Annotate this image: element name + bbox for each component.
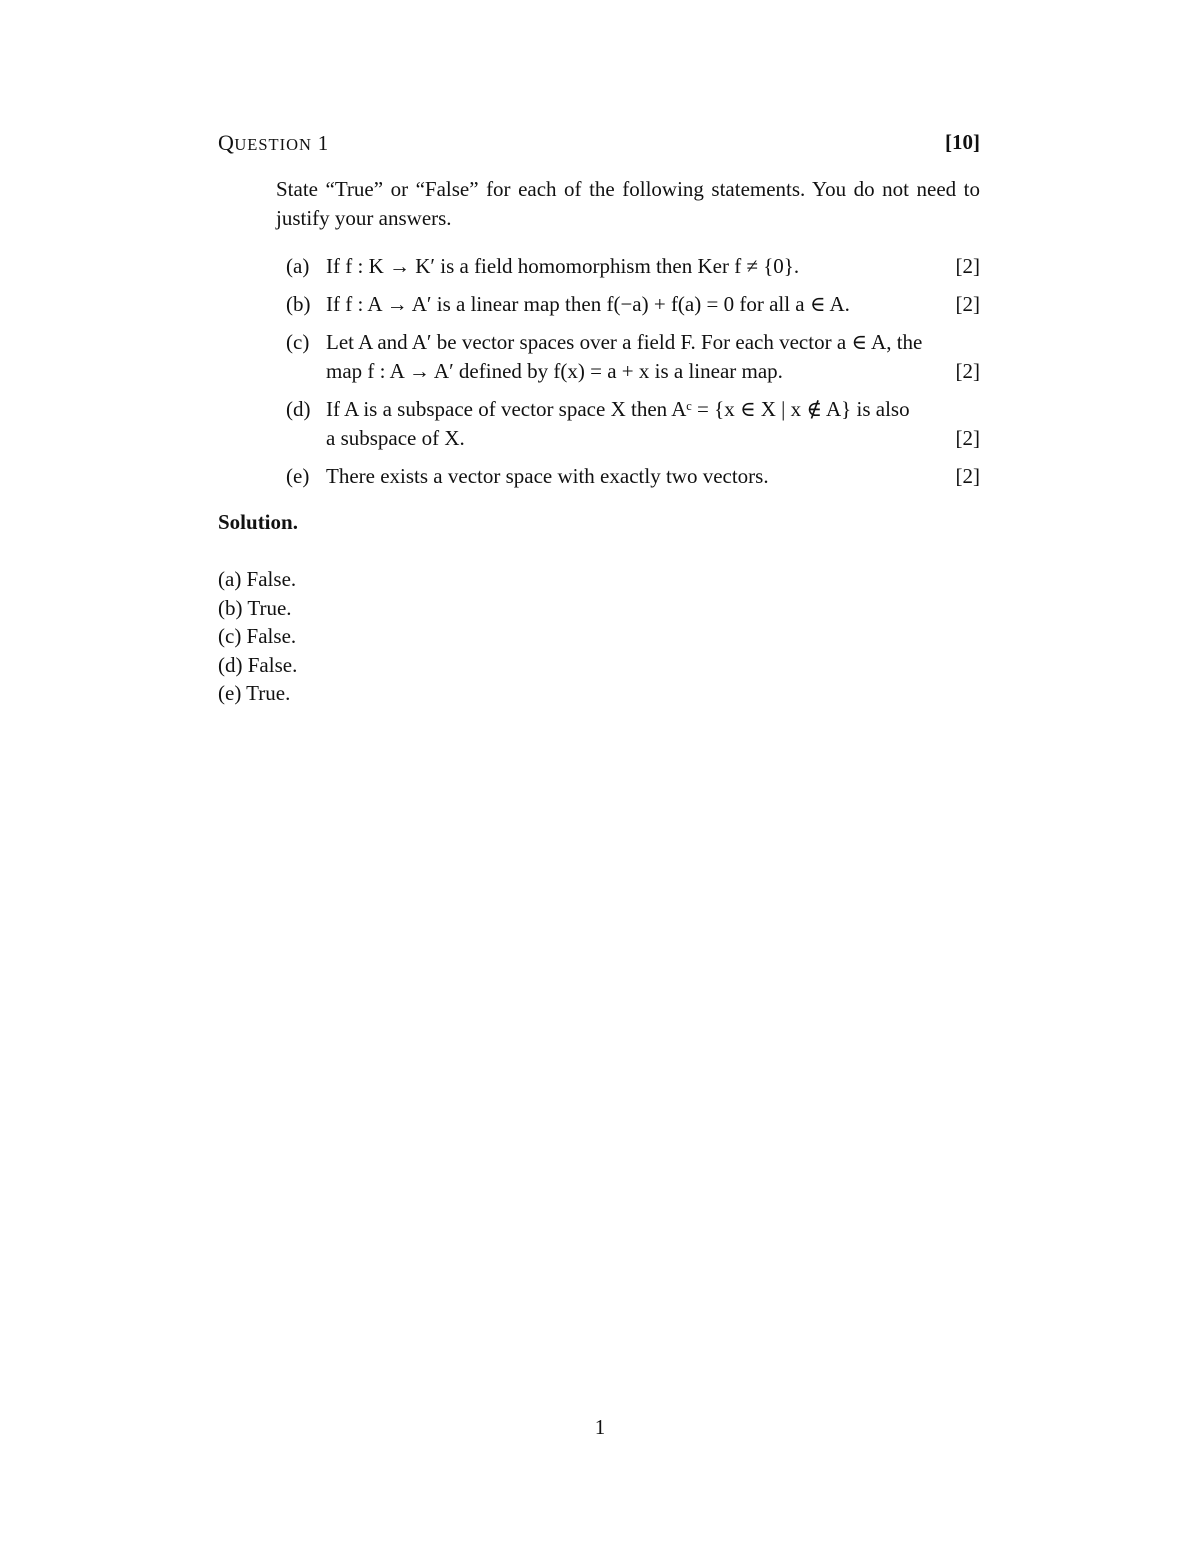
answer-e: (e) True.: [218, 681, 291, 705]
question-intro: State “True” or “False” for each of the following statements. You do not need to justify your answers.: [276, 177, 980, 230]
statement-a: [286, 252, 980, 281]
statement-text: If f : K → K′ is a field homomorphism then Ker f ≠ {0}.: [326, 254, 800, 278]
question-marks: [10]: [945, 130, 980, 154]
statement-mark: [2]: [955, 254, 980, 278]
answer-d: (d) False.: [218, 652, 298, 677]
statement-text: There exists a vector space with exactly two vectors.: [326, 464, 769, 488]
answer-a: (a) False.: [218, 567, 297, 591]
statement-text: map f : A → A′ defined by f(x) = a + x is a linear map.: [326, 359, 783, 383]
question-header: [218, 130, 980, 158]
statement-list: [286, 252, 980, 500]
solution-answers: [218, 565, 297, 708]
statement-mark: [2]: [955, 464, 980, 488]
question-title-rest: UESTION: [234, 135, 312, 154]
answer-b: (b) True.: [218, 595, 292, 620]
question-title: [218, 130, 329, 156]
page-number: 1: [594, 1415, 606, 1439]
statement-label: (e): [286, 464, 310, 488]
statement-label: (a): [286, 254, 310, 278]
statement-label: (b): [286, 292, 311, 316]
statement-label: (d): [286, 397, 311, 421]
statement-text: If f : A → A′ is a linear map then f(−a) + f(a) = 0 for all a ∈ A.: [326, 292, 850, 316]
statement-mark: [2]: [955, 426, 980, 450]
statement-mark: [2]: [955, 359, 980, 383]
statement-b: [286, 290, 980, 319]
statement-e: [286, 462, 980, 491]
question-number: 1: [317, 131, 329, 155]
statement-d: [286, 395, 980, 453]
statement-text-line-1: Let A and A′ be vector spaces over a field F. For each vector a ∈ A, the: [326, 330, 923, 354]
statement-text: a subspace of X.: [326, 426, 465, 450]
statement-text-line-2: [326, 424, 980, 453]
question-title-initial: Q: [218, 130, 235, 155]
statement-text-line-2: [326, 357, 980, 386]
statement-mark: [2]: [955, 292, 980, 316]
answer-c: (c) False.: [218, 624, 297, 648]
statement-label: (c): [286, 330, 310, 354]
statement-c: [286, 328, 980, 386]
statement-text-line-1: If A is a subspace of vector space X then Aᶜ = {x ∈ X | x ∉ A} is also: [326, 397, 910, 421]
solution-heading: Solution.: [218, 510, 298, 534]
